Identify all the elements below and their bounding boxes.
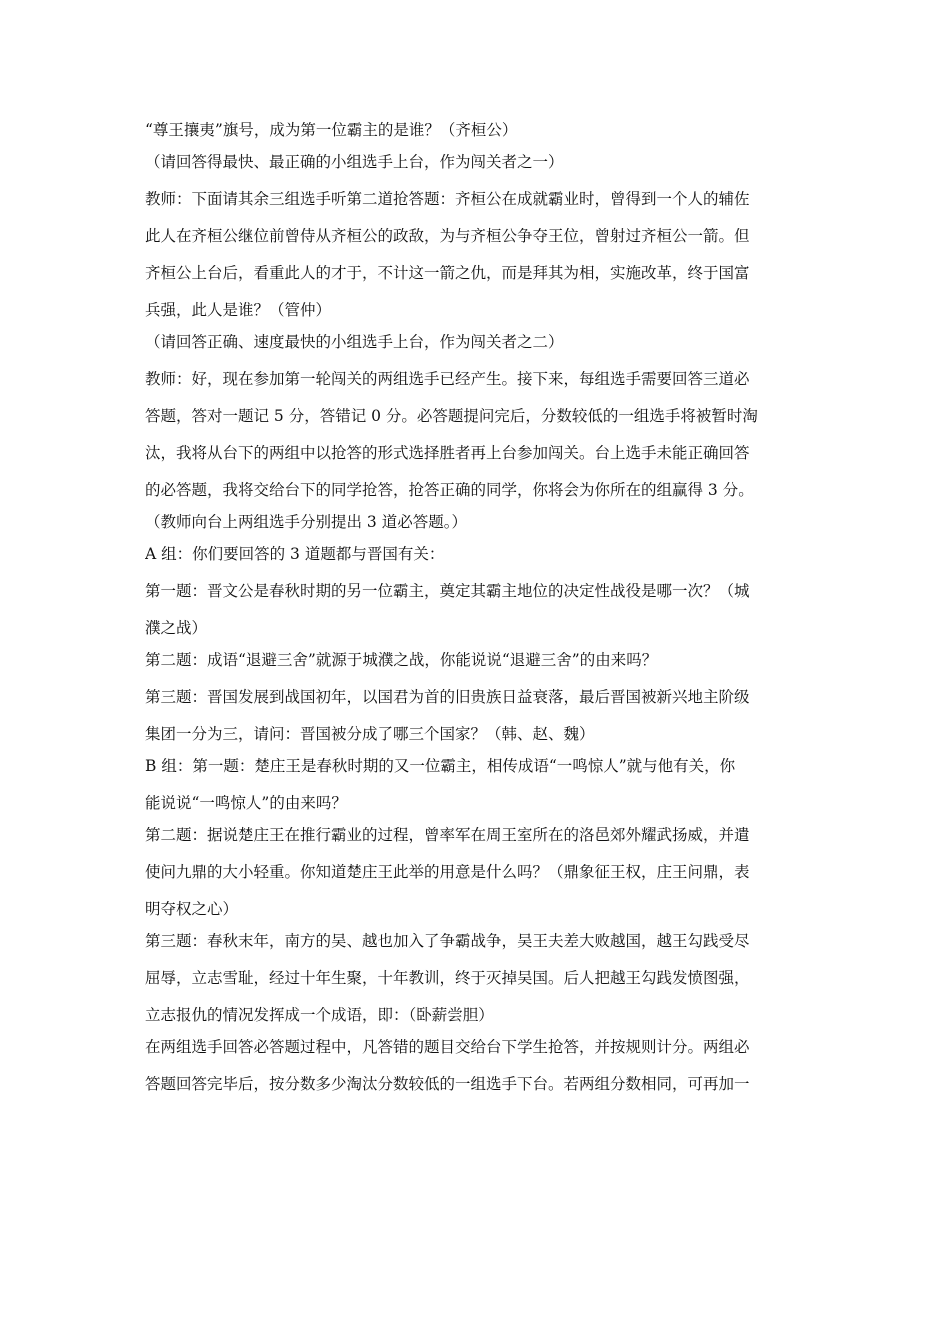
text-line: （请回答得最快、最正确的小组选手上台，作为闯关者之一）: [145, 153, 564, 171]
text-line: 此人在齐桓公继位前曾侍从齐桓公的政敌，为与齐桓公争夺王位，曾射过齐桓公一箭。但: [145, 227, 750, 245]
text-line: 立志报仇的情况发挥成一个成语，即：（卧薪尝胆）: [145, 1006, 494, 1024]
text-line: 第一题：晋文公是春秋时期的另一位霸主，奠定其霸主地位的决定性战役是哪一次？（城: [145, 582, 750, 600]
text-line: （教师向台上两组选手分别提出 3 道必答题。）: [145, 513, 467, 531]
text-line: 第二题：据说楚庄王在推行霸业的过程，曾率军在周王室所在的洛邑郊外耀武扬威，并遣: [145, 826, 750, 844]
text-line: 的必答题，我将交给台下的同学抢答，抢答正确的同学，你将会为你所在的组赢得 3 分。: [145, 481, 754, 499]
text-line: 明夺权之心）: [145, 900, 239, 918]
text-line: （请回答正确、速度最快的小组选手上台，作为闯关者之二）: [145, 333, 564, 351]
text-line: 汰，我将从台下的两组中以抢答的形式选择胜者再上台参加闯关。台上选手未能正确回答: [145, 444, 750, 462]
text-line: 第二题：成语“退避三舍”就源于城濮之战，你能说说“退避三舍”的由来吗？: [145, 651, 658, 669]
text-line: A 组：你们要回答的 3 道题都与晋国有关：: [145, 545, 445, 563]
text-line: 教师：下面请其余三组选手听第二道抢答题：齐桓公在成就霸业时，曾得到一个人的辅佐: [145, 190, 750, 208]
text-line: 濮之战）: [145, 619, 208, 637]
text-line: 在两组选手回答必答题过程中，凡答错的题目交给台下学生抢答，并按规则计分。两组必: [145, 1038, 750, 1056]
text-line: 第三题：晋国发展到战国初年，以国君为首的旧贵族日益衰落，最后晋国被新兴地主阶级: [145, 688, 750, 706]
text-line: 能说说“一鸣惊人”的由来吗？: [145, 794, 347, 812]
text-line: 教师：好，现在参加第一轮闯关的两组选手已经产生。接下来，每组选手需要回答三道必: [145, 370, 750, 388]
text-line: “尊王攘夷”旗号，成为第一位霸主的是谁？（齐桓公）: [145, 121, 518, 139]
text-line: 屈辱，立志雪耻，经过十年生聚，十年教训，终于灭掉吴国。后人把越王勾践发愤图强，: [145, 969, 750, 987]
text-line: 兵强，此人是谁？（管仲）: [145, 301, 332, 319]
text-line: 第三题：春秋末年，南方的吴、越也加入了争霸战争，吴王夫差大败越国，越王勾践受尽: [145, 932, 750, 950]
text-line: 使问九鼎的大小轻重。你知道楚庄王此举的用意是什么吗？（鼎象征王权，庄王问鼎，表: [145, 863, 750, 881]
text-line: B 组：第一题：楚庄王是春秋时期的又一位霸主，相传成语“一鸣惊人”就与他有关，你: [145, 757, 736, 775]
text-line: 答题，答对一题记 5 分，答错记 0 分。必答题提问完后，分数较低的一组选手将被暂时淘: [145, 407, 758, 425]
text-line: 集团一分为三，请问：晋国被分成了哪三个国家？（韩、赵、魏）: [145, 725, 595, 743]
document-body: [145, 120, 815, 1094]
text-line: 答题回答完毕后，按分数多少淘汰分数较低的一组选手下台。若两组分数相同，可再加一: [145, 1075, 750, 1093]
text-line: 齐桓公上台后，看重此人的才于，不计这一箭之仇，而是拜其为相，实施改革，终于国富: [145, 264, 750, 282]
